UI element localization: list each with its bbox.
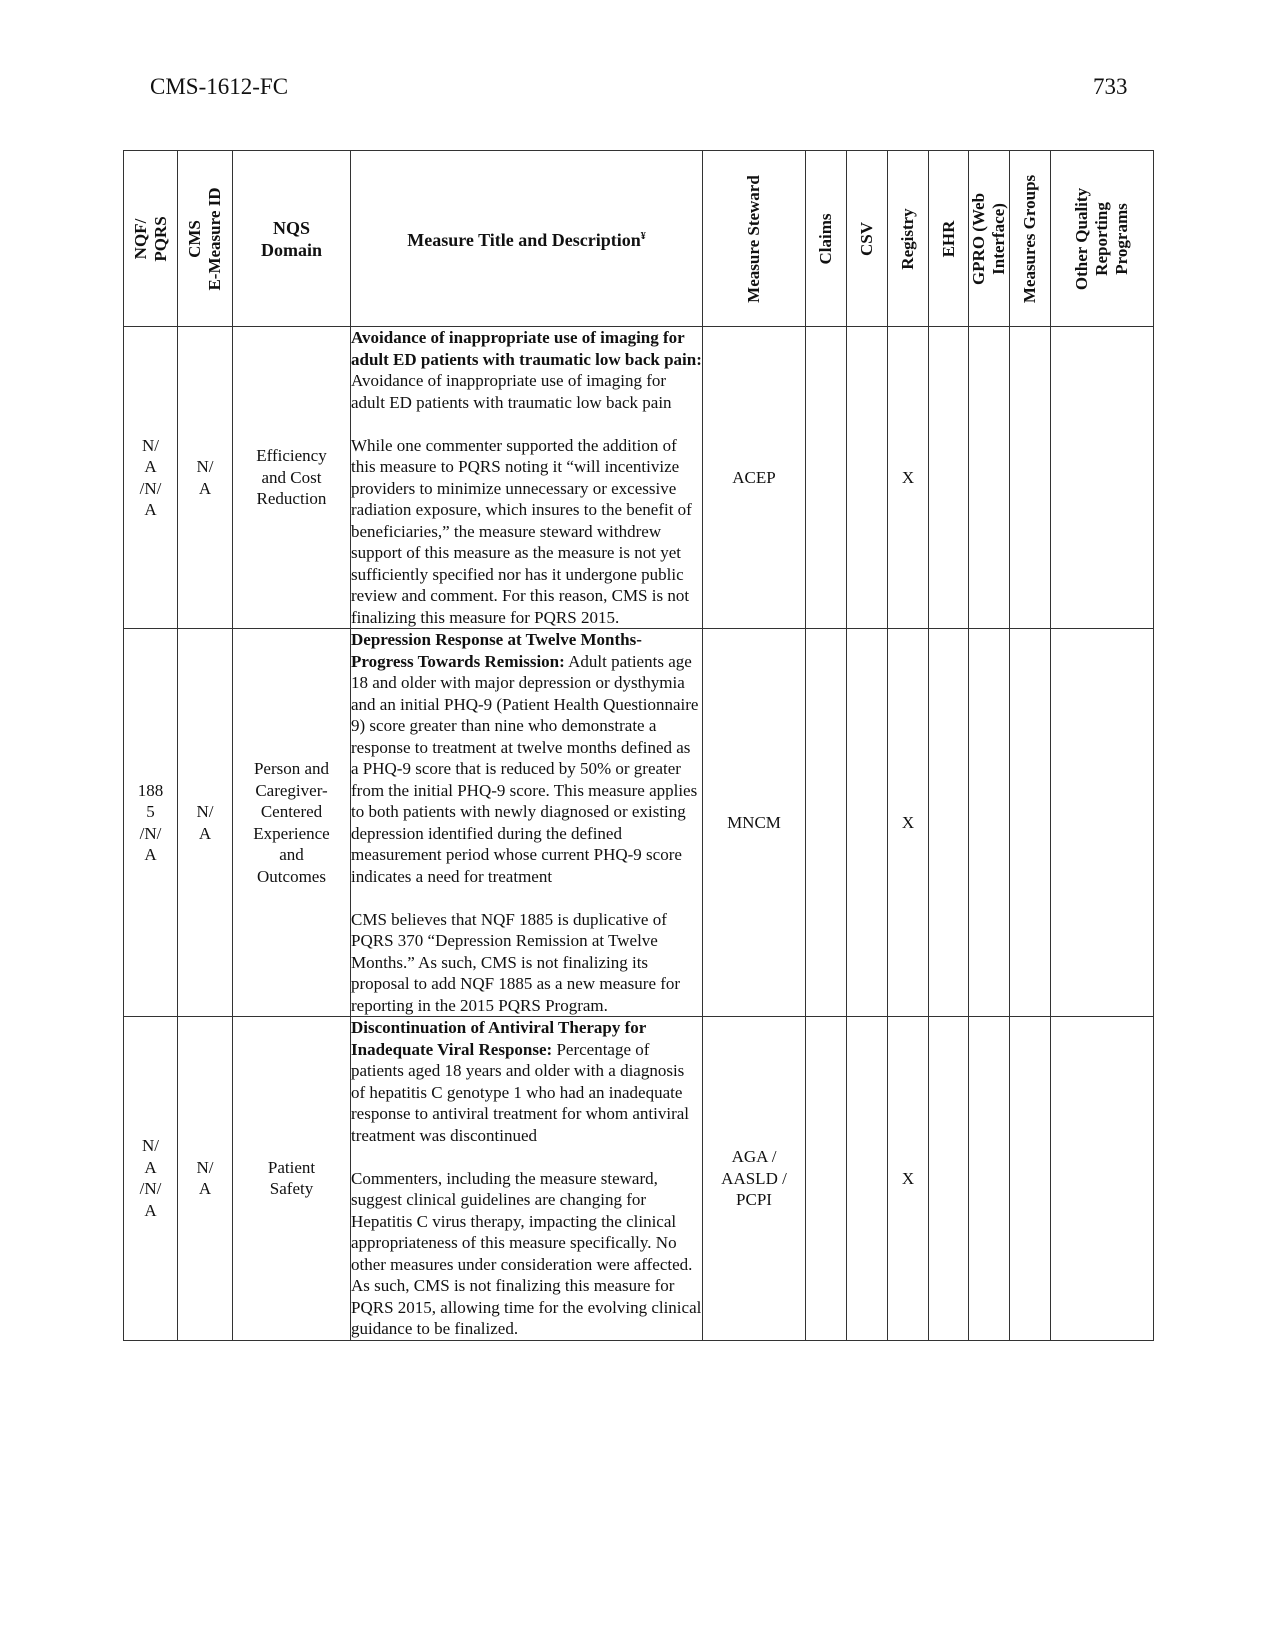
header-nqf-pqrs-line: PQRS [150, 215, 170, 262]
header-row [124, 151, 1154, 327]
header-registry-label: Registry [898, 207, 917, 270]
header-measures-groups [1010, 151, 1051, 327]
domain-line: and Cost [261, 467, 322, 487]
measures-table [123, 150, 1154, 1341]
header-measures-groups-label: Measures Groups [1020, 174, 1039, 303]
nqf-line: /N/ [139, 478, 162, 498]
claims-cell [806, 1017, 847, 1341]
measure-title: Depression Response at Twelve Months- Progress Towards Remission: [351, 630, 642, 671]
header-title-description-label: Measure Title and Description [407, 230, 641, 250]
header-nqf-pqrs-line: NQF/ [130, 218, 150, 259]
header-cms-emeasure-line: E-Measure ID [205, 186, 224, 291]
header-gpro-line: GPRO (Web [969, 192, 988, 285]
nqf-cell [124, 629, 178, 1017]
cms-id-cell [178, 629, 233, 1017]
claims-cell [806, 327, 847, 629]
gpro-cell [969, 327, 1010, 629]
claims-cell [806, 629, 847, 1017]
header-nqs-domain-line: Domain [260, 239, 322, 260]
other-programs-cell [1051, 629, 1154, 1017]
measure-title: Avoidance of inappropriate use of imaging for adult ED patients with traumatic low back pain: [351, 328, 702, 369]
measure-description: Adult patients age 18 and older with major depression or dysthymia and an initial PHQ-9 (Patient Health Questionnaire 9) score greater than nine who demonstrate a response to treatment at twelve months defined as a PHQ-9 score that is reduced by 50% or greater from the initial PHQ-9 score. This measure applies to both patients with newly diagnosed or existing depression identified during the defined measurement period whose current PHQ-9 score indicates a need for treatment [351, 651, 699, 886]
header-nqs-domain [233, 151, 351, 327]
other-programs-cell [1051, 327, 1154, 629]
registry-cell: X [888, 327, 929, 629]
nqs-domain-cell [233, 327, 351, 629]
domain-line: Outcomes [257, 866, 326, 886]
cms-id-line: N/ [196, 457, 214, 476]
cms-id-line: N/ [196, 802, 214, 821]
table-row [124, 1017, 1154, 1341]
header-other-programs-line: Other Quality [1072, 187, 1091, 290]
measure-description-cell [351, 1017, 703, 1341]
gpro-cell [969, 629, 1010, 1017]
steward-cell [703, 1017, 806, 1341]
nqf-line: 188 [137, 780, 164, 800]
nqf-cell [124, 1017, 178, 1341]
header-nqs-domain-line: NQS [272, 217, 310, 238]
steward-line: AASLD / [721, 1168, 787, 1188]
header-title-description [351, 151, 703, 327]
header-nqf-pqrs [124, 151, 178, 327]
header-csv-label: CSV [857, 221, 876, 256]
domain-line: Caregiver- [255, 780, 328, 800]
measure-description-cell [351, 629, 703, 1017]
cms-id-cell [178, 327, 233, 629]
header-claims [806, 151, 847, 327]
csv-cell [847, 1017, 888, 1341]
measures-groups-cell [1010, 629, 1051, 1017]
nqf-line: 5 [146, 802, 155, 821]
ehr-cell [929, 327, 969, 629]
registry-cell: X [888, 1017, 929, 1341]
cms-id-line: A [198, 478, 212, 498]
measure-description: Avoidance of inappropriate use of imaging for adult ED patients with traumatic low back pain [351, 371, 672, 412]
csv-cell [847, 327, 888, 629]
nqf-line: A [144, 457, 157, 476]
domain-line: Safety [269, 1179, 314, 1199]
header-measure-steward-label: Measure Steward [744, 174, 763, 303]
steward-line: PCPI [736, 1190, 772, 1209]
table-row [124, 629, 1154, 1017]
cms-id-line: A [198, 823, 212, 843]
domain-line: Reduction [256, 489, 327, 509]
cms-id-line: A [198, 1179, 212, 1199]
header-other-programs-line: Reporting [1092, 201, 1111, 276]
header-yen-superscript: ¥ [640, 231, 646, 242]
cms-id-cell [178, 1017, 233, 1341]
header-claims-label: Claims [816, 213, 835, 264]
nqf-line: A [144, 1157, 157, 1177]
domain-line: Efficiency [256, 446, 327, 466]
nqs-domain-cell [233, 629, 351, 1017]
header-gpro [969, 151, 1010, 327]
nqf-cell [124, 327, 178, 629]
page-document-id: CMS-1612-FC [150, 74, 289, 99]
cms-id-line: N/ [196, 1157, 214, 1177]
steward-line: ACEP [732, 467, 776, 487]
nqf-line: A [144, 500, 157, 519]
steward-cell [703, 629, 806, 1017]
header-csv [847, 151, 888, 327]
nqf-line: /N/ [139, 823, 162, 843]
ehr-cell [929, 1017, 969, 1341]
header-cms-emeasure-line: CMS [185, 219, 204, 258]
nqf-line: A [144, 1200, 157, 1220]
measure-comment: While one commenter supported the addition of this measure to PQRS noting it “will incentivize providers to minimize unnecessary or excessive radiation exposure, which insures to the benefit of beneficiaries,” the measure steward withdrew support of this measure as the measure is not yet sufficiently specified nor has it undergone public review and comment. For this reason, CMS is not finalizing this measure for PQRS 2015. [351, 435, 692, 627]
domain-line: Experience [253, 823, 330, 843]
measures-groups-cell [1010, 327, 1051, 629]
header-ehr-label: EHR [938, 220, 958, 257]
other-programs-cell [1051, 1017, 1154, 1341]
domain-line: Patient [267, 1157, 316, 1177]
steward-line: AGA / [731, 1147, 777, 1166]
header-other-programs-line: Programs [1112, 202, 1131, 275]
domain-line: and [279, 845, 304, 864]
header-registry [888, 151, 929, 327]
measure-description: Percentage of patients aged 18 years and older with a diagnosis of hepatitis C genotype 1 who had an inadequate response to antiviral treatment for whom antiviral treatment was discontinued [351, 1039, 690, 1145]
header-other-programs [1051, 151, 1154, 327]
steward-cell [703, 327, 806, 629]
nqf-line: N/ [142, 1136, 159, 1156]
csv-cell [847, 629, 888, 1017]
nqf-line: A [144, 845, 157, 864]
gpro-cell [969, 1017, 1010, 1341]
nqf-line: N/ [142, 435, 159, 455]
measure-comment: Commenters, including the measure steward, suggest clinical guidelines are changing for Hepatitis C virus therapy, impacting the clinical appropriateness of this measure specifically. No other measures under consideration were affected. As such, CMS is not finalizing this measure for PQRS 2015, allowing time for the evolving clinical guidance to be finalized. [351, 1168, 702, 1338]
measure-description-cell [351, 327, 703, 629]
measure-title: Discontinuation of Antiviral Therapy for Inadequate Viral Response: [351, 1018, 647, 1059]
table-row [124, 327, 1154, 629]
domain-line: Centered [260, 802, 323, 821]
header-ehr [929, 151, 969, 327]
header-measure-steward [703, 151, 806, 327]
page-number: 733 [1093, 74, 1128, 99]
ehr-cell [929, 629, 969, 1017]
measures-groups-cell [1010, 1017, 1051, 1341]
nqf-line: /N/ [139, 1179, 162, 1199]
domain-line: Person and [253, 759, 330, 778]
registry-cell: X [888, 629, 929, 1017]
steward-line: MNCM [727, 812, 781, 832]
measure-comment: CMS believes that NQF 1885 is duplicative of PQRS 370 “Depression Remission at Twelve Months.” As such, CMS is not finalizing its proposal to add NQF 1885 as a new measure for reporting in the 2015 PQRS Program. [351, 909, 681, 1015]
header-gpro-line: Interface) [989, 202, 1008, 275]
nqs-domain-cell [233, 1017, 351, 1341]
header-cms-emeasure [178, 151, 233, 327]
